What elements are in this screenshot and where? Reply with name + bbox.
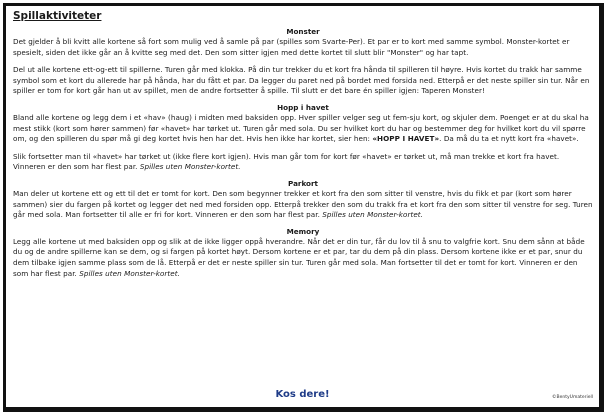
credit-text: ©BentyUmateriell (552, 395, 593, 400)
section-heading-parkort: Parkort (288, 178, 318, 188)
memory-p1-italic: Spilles uten Monster-kortet. (79, 268, 180, 278)
document-body (13, 10, 593, 279)
hopp-p2-text: Slik fortsetter man til «havet» har tørket ut (ikke flere kort igjen). Hvis man går tom for kort før «havet» er tørket ut, må man trekke et kort fra havet. Vinneren er den som har flest par. (13, 151, 560, 172)
monster-paragraph-1: Det gjelder å bli kvitt alle kortene så fort som mulig ved å samle på par (spilles som Svarte-Per). Et par er to kort med samme symbol. Monster-kortet er spesielt, siden det ikke går an å kvitte seg med det. Den som sitter igjen med dette kortet til slutt blir "Monster" og har tapt. (13, 37, 570, 57)
hopp-p1-text-a: Bland alle kortene og legg dem i et «hav» (haug) i midten med baksiden opp. Hver spiller velger seg ut fem-sju kort, og skjuler dem. Poenget er at du skal ha mest stikk (kort som hører sammen) før «havet» har tørket ut. Turen går med sola. Du ser hvilket kort du har og bestemmer deg for hvilket kort du vil spørre om, og den spilleren du spør må gi deg kortet hvis hen har det. Hvis hen ikke har kortet, sier hen: (13, 112, 589, 144)
section-heading-memory: Memory (286, 226, 320, 236)
parkort-p1-italic: Spilles uten Monster-kortet. (322, 210, 423, 220)
parkort-p1-text: Man deler ut kortene ett og ett til det er tomt for kort. Den som begynner trekker et kort fra den som sitter til venstre, hvis du fikk et par (kort som hører sammen) sier du fargen på kortet og legger det ned med forsiden opp. Etterpå trekker den som du trakk fra et kort fra den som sitter til venstre for seg. Turen går med sola. Man fortsetter til alle er fri for kort. Vinneren er den som har flest par. (13, 188, 593, 220)
memory-paragraph-1 (13, 237, 593, 279)
memory-p1-text: Legg alle kortene ut med baksiden opp og slik at de ikke ligger oppå hverandre. Når det er din tur, får du lov til å snu to valgfrie kort. Snu dem sånn at både du og de andre spillerne kan se dem, og si fargen på kortet høyt. Dersom kortene er et par, tar du dem på din plass. Dersom kortene ikke er et par, snur du dem tilbake igjen samme plass som de lå. Etterpå er det er neste spiller sin tur. Turen går med sola. Man fortsetter til det er tomt for kort. Vinneren er den som har flest par. (13, 236, 585, 278)
hopp-p2-italic: Spilles uten Monster-kortet. (139, 162, 241, 172)
page-title: Spillaktiviteter (13, 10, 102, 22)
hopp-paragraph-1 (13, 113, 593, 145)
monster-paragraph-2: Del ut alle kortene ett-og-ett til spillerne. Turen går med klokka. På din tur trekker du et kort fra hånda til spilleren til høyre. Hvis kortet du trakk har samme symbol som et kort du allerede har på hånda, har du fått et par. Da legger du paret ned på bordet med forsida ned. Etterpå er det neste spiller sin tur. Når en spiller er tom for kort går han ut av spillet, men de andre fortsetter å spille. Til slutt er det bare én spiller igjen: Taperen Monster! (13, 65, 590, 96)
closing-text: Kos dere! (275, 389, 330, 400)
section-heading-monster: Monster (286, 27, 320, 36)
hopp-paragraph-2 (13, 152, 593, 173)
parkort-paragraph-1 (13, 189, 593, 221)
section-heading-hopp: Hopp i havet (277, 102, 329, 112)
hopp-p1-bold: «HOPP I HAVET» (372, 134, 440, 144)
hopp-p1-text-b: . Da må du ta et nytt kort fra «havet». (439, 134, 579, 144)
page-frame (3, 3, 604, 412)
